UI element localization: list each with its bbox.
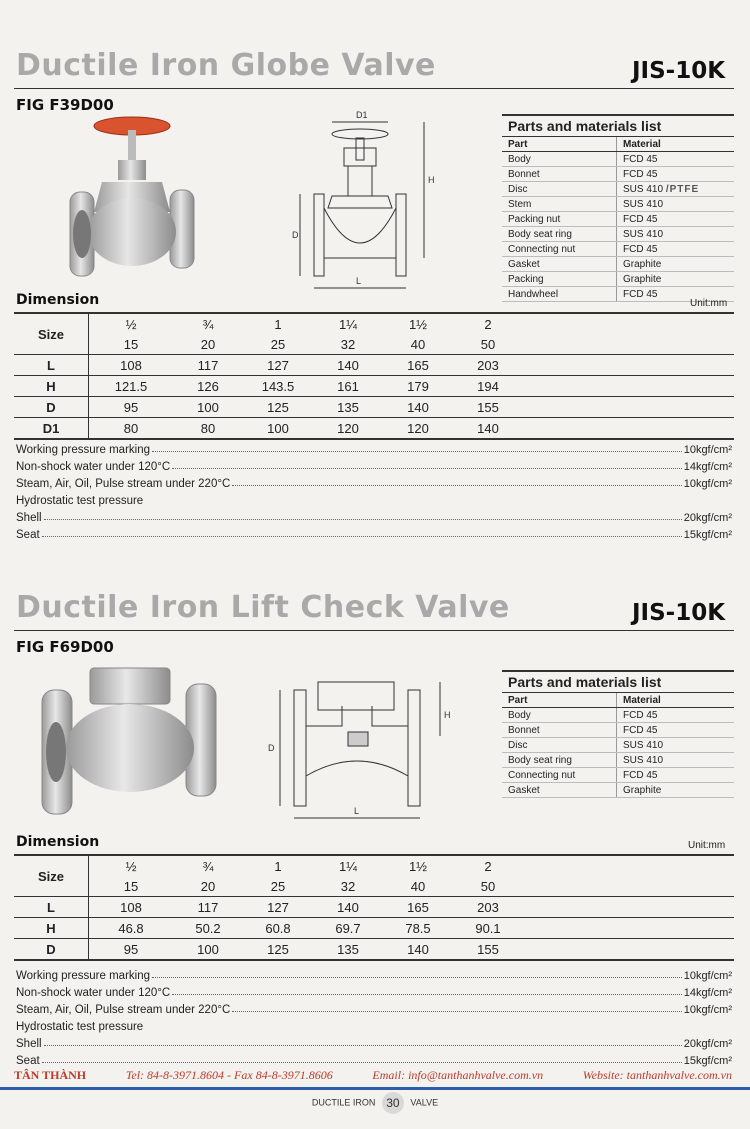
cell: 135 [313, 939, 383, 961]
pressure-text: Steam, Air, Oil, Pulse stream under 220°C [16, 1004, 231, 1016]
part-material: SUS 410 [617, 197, 735, 212]
table-row [502, 768, 734, 783]
size-mm: 32 [340, 336, 356, 352]
part-material: Graphite [617, 257, 735, 272]
part-name: Body [502, 152, 617, 167]
table-row [502, 152, 734, 167]
cell: 100 [173, 939, 243, 961]
check-d-label: D [268, 743, 275, 753]
cell: 165 [383, 897, 453, 918]
cell: 140 [313, 355, 383, 376]
check-dimension-label: Dimension [16, 834, 100, 850]
pressure-text: Hydrostatic test pressure [16, 1021, 144, 1033]
cell: 125 [243, 939, 313, 961]
part-material: SUS 410 [617, 738, 735, 753]
table-row [502, 242, 734, 257]
check-title-rule [14, 630, 734, 631]
size-inch: 2 [484, 858, 492, 874]
table-row [502, 272, 734, 287]
size-inch: ¾ [202, 316, 214, 332]
part-material: SUS 410 [617, 227, 735, 242]
table-row [502, 783, 734, 798]
size-inch: ¾ [202, 858, 214, 874]
check-parts-col-part: Part [502, 693, 617, 708]
cell: 60.8 [243, 918, 313, 939]
part-name: Body seat ring [502, 753, 617, 768]
size-mm: 15 [123, 878, 139, 894]
cell: 126 [173, 376, 243, 397]
cell: 203 [453, 355, 523, 376]
globe-d1-label: D1 [356, 110, 368, 120]
check-parts-table [502, 670, 734, 798]
part-name: Gasket [502, 783, 617, 798]
part-material: FCD 45 [617, 768, 735, 783]
table-row [502, 723, 734, 738]
part-name: Stem [502, 197, 617, 212]
page-footer [0, 1092, 750, 1114]
check-h-label: H [444, 710, 451, 720]
row-label: D [14, 397, 89, 418]
part-name: Body seat ring [502, 227, 617, 242]
globe-valve-photo [62, 112, 202, 290]
row-label: H [14, 376, 89, 397]
cell: 117 [173, 897, 243, 918]
check-valve-drawing [262, 676, 452, 822]
cell: 125 [243, 397, 313, 418]
part-material: FCD 45 [617, 167, 735, 182]
size-mm: 25 [270, 878, 286, 894]
check-parts-title: Parts and materials list [502, 670, 734, 693]
pressure-text: Shell [16, 512, 42, 524]
table-row [502, 197, 734, 212]
cell: 80 [89, 418, 174, 440]
table-row [502, 167, 734, 182]
globe-h-label: H [428, 175, 435, 185]
part-material: FCD 45 [617, 723, 735, 738]
pressure-text: Steam, Air, Oil, Pulse stream under 220°C [16, 478, 231, 490]
pressure-line [16, 999, 732, 1016]
part-material: FCD 45 [617, 287, 735, 302]
size-mm: 15 [123, 336, 139, 352]
cell: 108 [89, 897, 174, 918]
pressure-line [16, 456, 732, 473]
website-link[interactable]: Website: tanthanhvalve.com.vn [582, 1068, 732, 1082]
pressure-text: Working pressure marking [16, 444, 151, 456]
row-label: L [14, 897, 89, 918]
cell: 140 [453, 418, 523, 440]
pressure-value: 14kgf/cm² [683, 987, 732, 999]
pressure-text: Seat [16, 1055, 40, 1067]
cell: 121.5 [89, 376, 174, 397]
pressure-line [16, 982, 732, 999]
footer-left-text: DUCTILE IRON [311, 1097, 376, 1108]
cell: 155 [453, 939, 523, 961]
cell: 165 [383, 355, 453, 376]
table-row [14, 939, 734, 961]
check-l-label: L [354, 806, 360, 816]
table-row [502, 738, 734, 753]
table-row [502, 753, 734, 768]
globe-parts-table [502, 114, 734, 302]
part-material: FCD 45 [617, 242, 735, 257]
pressure-value: 10kgf/cm² [683, 970, 732, 982]
globe-valve-drawing [288, 108, 438, 294]
part-material: SUS 410 [617, 753, 735, 768]
globe-standard: JIS-10K [632, 58, 726, 84]
pressure-text: Shell [16, 1038, 42, 1050]
brand-name: TÂN THÀNH [14, 1068, 87, 1082]
table-row [502, 182, 734, 197]
pressure-line [16, 965, 732, 982]
part-name: Bonnet [502, 167, 617, 182]
part-name: Body [502, 708, 617, 723]
size-inch: 1½ [408, 316, 428, 332]
pressure-text: Non-shock water under 120°C [16, 461, 171, 473]
part-material: FCD 45 [617, 152, 735, 167]
size-inch: 1 [274, 858, 282, 874]
check-parts-col-material: Material [617, 693, 735, 708]
size-inch: 1¼ [338, 316, 358, 332]
cell: 69.7 [313, 918, 383, 939]
part-name: Disc [502, 738, 617, 753]
pressure-value: 14kgf/cm² [683, 461, 732, 473]
footer-right-text: VALVE [410, 1097, 439, 1108]
pressure-value: 20kgf/cm² [683, 512, 732, 524]
size-mm: 25 [270, 336, 286, 352]
table-row [502, 227, 734, 242]
cell: 194 [453, 376, 523, 397]
cell: 140 [383, 397, 453, 418]
disc-material: SUS 410 [623, 183, 664, 195]
check-standard: JIS-10K [632, 600, 726, 626]
globe-parts-col-material: Material [617, 137, 735, 152]
part-name: Connecting nut [502, 242, 617, 257]
cell: 127 [243, 355, 313, 376]
cell: 135 [313, 397, 383, 418]
globe-l-label: L [356, 276, 362, 286]
part-material: FCD 45 [617, 708, 735, 723]
cell: 203 [453, 897, 523, 918]
size-inch: 1¼ [338, 858, 358, 874]
part-name: Connecting nut [502, 768, 617, 783]
pressure-heading [16, 490, 732, 507]
size-inch: 2 [484, 316, 492, 332]
pressure-value: 10kgf/cm² [683, 478, 732, 490]
size-mm: 32 [340, 878, 356, 894]
size-inch-row [14, 855, 734, 876]
cell: 120 [383, 418, 453, 440]
cell: 95 [89, 397, 174, 418]
cell: 80 [173, 418, 243, 440]
table-row [502, 257, 734, 272]
cell: 100 [243, 418, 313, 440]
footer-divider [0, 1087, 750, 1090]
size-inch-row [14, 313, 734, 334]
globe-title: Ductile Iron Globe Valve [16, 48, 436, 83]
globe-unit: Unit:mm [690, 298, 728, 309]
part-material [617, 182, 735, 197]
pressure-line [16, 439, 732, 456]
size-label: Size [14, 855, 89, 897]
part-name: Packing [502, 272, 617, 287]
globe-parts-col-part: Part [502, 137, 617, 152]
part-name: Gasket [502, 257, 617, 272]
globe-fig: FIG F39D00 [16, 96, 114, 114]
size-mm: 50 [480, 336, 496, 352]
table-row [14, 897, 734, 918]
pressure-value: 15kgf/cm² [683, 529, 732, 541]
table-row [14, 376, 734, 397]
size-mm-row [14, 334, 734, 355]
size-inch: 1 [274, 316, 282, 332]
pressure-line [16, 524, 732, 541]
pressure-value: 10kgf/cm² [683, 1004, 732, 1016]
row-label: L [14, 355, 89, 376]
table-row [14, 397, 734, 418]
row-label: H [14, 918, 89, 939]
size-mm: 40 [410, 878, 426, 894]
size-mm: 20 [200, 336, 216, 352]
cell: 95 [89, 939, 174, 961]
size-mm-row [14, 876, 734, 897]
globe-dimension-table [14, 312, 734, 440]
contact-footer [14, 1068, 732, 1083]
pressure-value: 15kgf/cm² [683, 1055, 732, 1067]
cell: 108 [89, 355, 174, 376]
cell: 140 [313, 897, 383, 918]
table-row [502, 212, 734, 227]
row-label: D [14, 939, 89, 961]
pressure-text: Working pressure marking [16, 970, 151, 982]
check-fig: FIG F69D00 [16, 638, 114, 656]
cell: 46.8 [89, 918, 174, 939]
cell: 161 [313, 376, 383, 397]
cell: 100 [173, 397, 243, 418]
check-unit: Unit:mm [688, 840, 726, 851]
table-row [14, 918, 734, 939]
size-mm: 50 [480, 878, 496, 894]
size-label: Size [14, 313, 89, 355]
tel-fax: Tel: 84-8-3971.8604 - Fax 84-8-3971.8606 [125, 1068, 333, 1082]
table-row [14, 418, 734, 440]
part-material: Graphite [617, 783, 735, 798]
pressure-line [16, 507, 732, 524]
part-name: Handwheel [502, 287, 617, 302]
table-row [502, 708, 734, 723]
cell: 155 [453, 397, 523, 418]
cell: 117 [173, 355, 243, 376]
pressure-line [16, 1050, 732, 1067]
pressure-heading [16, 1016, 732, 1033]
email-link[interactable]: Email: info@tanthanhvalve.com.vn [372, 1068, 544, 1082]
part-name: Disc [502, 182, 617, 197]
globe-title-rule [14, 88, 734, 89]
pressure-text: Non-shock water under 120°C [16, 987, 171, 999]
globe-parts-title: Parts and materials list [502, 114, 734, 137]
size-mm: 40 [410, 336, 426, 352]
size-mm: 20 [200, 878, 216, 894]
globe-d-label: D [292, 230, 299, 240]
pressure-value: 20kgf/cm² [683, 1038, 732, 1050]
part-name: Bonnet [502, 723, 617, 738]
row-label: D1 [14, 418, 89, 440]
cell: 127 [243, 897, 313, 918]
check-title: Ductile Iron Lift Check Valve [16, 590, 510, 625]
pressure-value: 10kgf/cm² [683, 444, 732, 456]
pressure-text: Seat [16, 529, 40, 541]
cell: 90.1 [453, 918, 523, 939]
pressure-text: Hydrostatic test pressure [16, 495, 144, 507]
cell: 140 [383, 939, 453, 961]
pressure-line [16, 473, 732, 490]
size-inch: 1½ [408, 858, 428, 874]
part-material: FCD 45 [617, 212, 735, 227]
check-dimension-table [14, 854, 734, 961]
globe-dimension-label: Dimension [16, 292, 100, 308]
cell: 179 [383, 376, 453, 397]
check-valve-photo [34, 664, 230, 822]
pressure-line [16, 1033, 732, 1050]
size-inch: ½ [125, 858, 137, 874]
cell: 50.2 [173, 918, 243, 939]
part-material: Graphite [617, 272, 735, 287]
check-pressure-list [16, 965, 732, 1067]
globe-pressure-list [16, 439, 732, 541]
table-row [14, 355, 734, 376]
cell: 78.5 [383, 918, 453, 939]
page-number: 30 [382, 1092, 404, 1114]
disc-ptfe: /PTFE [665, 183, 700, 195]
cell: 120 [313, 418, 383, 440]
size-inch: ½ [125, 316, 137, 332]
cell: 143.5 [243, 376, 313, 397]
part-name: Packing nut [502, 212, 617, 227]
